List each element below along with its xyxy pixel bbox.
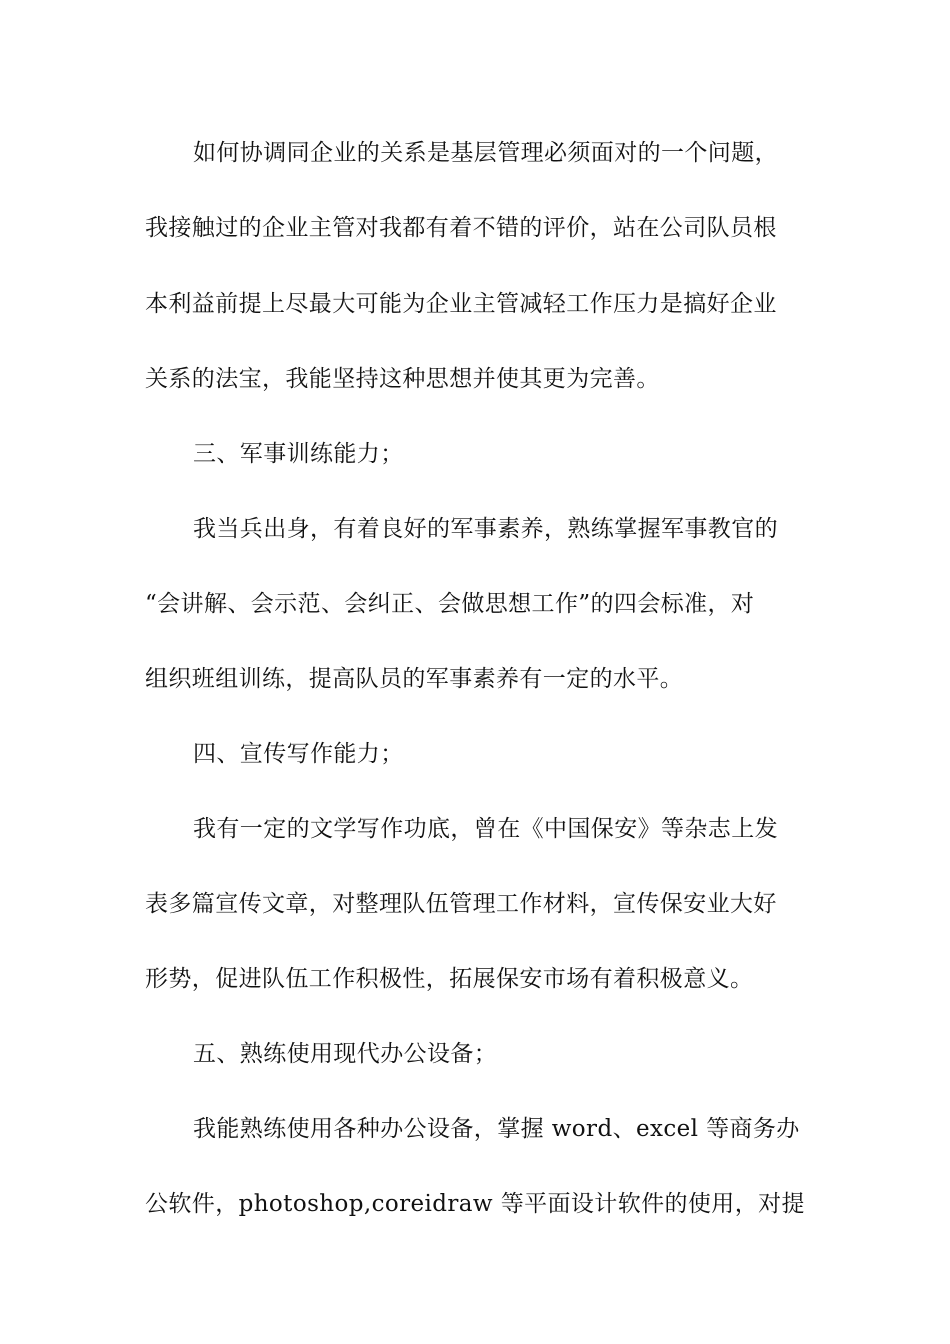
paragraph-line: 本利益前提上尽最大可能为企业主管减轻工作压力是搞好企业 bbox=[145, 291, 777, 317]
section-heading: 三、军事训练能力； bbox=[193, 441, 404, 467]
paragraph-line: 我当兵出身，有着良好的军事素养，熟练掌握军事教官的 bbox=[193, 516, 778, 542]
paragraph-line: 我有一定的文学写作功底，曾在《中国保安》等杂志上发 bbox=[193, 816, 778, 842]
paragraph-line: 关系的法宝，我能坚持这种思想并使其更为完善。 bbox=[145, 366, 660, 392]
section-heading: 四、宣传写作能力； bbox=[193, 741, 404, 767]
section-heading: 五、熟练使用现代办公设备； bbox=[193, 1041, 498, 1067]
paragraph-line: 表多篇宣传文章，对整理队伍管理工作材料，宣传保安业大好 bbox=[145, 891, 777, 917]
paragraph-line: 组织班组训练，提高队员的军事素养有一定的水平。 bbox=[145, 666, 684, 692]
paragraph-line: “会讲解、会示范、会纠正、会做思想工作”的四会标准，对 bbox=[145, 591, 755, 617]
paragraph-line: 形势，促进队伍工作积极性，拓展保安市场有着积极意义。 bbox=[145, 966, 754, 992]
paragraph-line: 公软件，photoshop,coreidraw 等平面设计软件的使用，对提 bbox=[145, 1191, 805, 1217]
paragraph-line: 我接触过的企业主管对我都有着不错的评价，站在公司队员根 bbox=[145, 215, 777, 241]
paragraph-line: 我能熟练使用各种办公设备，掌握 word、excel 等商务办 bbox=[193, 1116, 800, 1142]
paragraph-line: 如何协调同企业的关系是基层管理必须面对的一个问题， bbox=[193, 140, 778, 166]
